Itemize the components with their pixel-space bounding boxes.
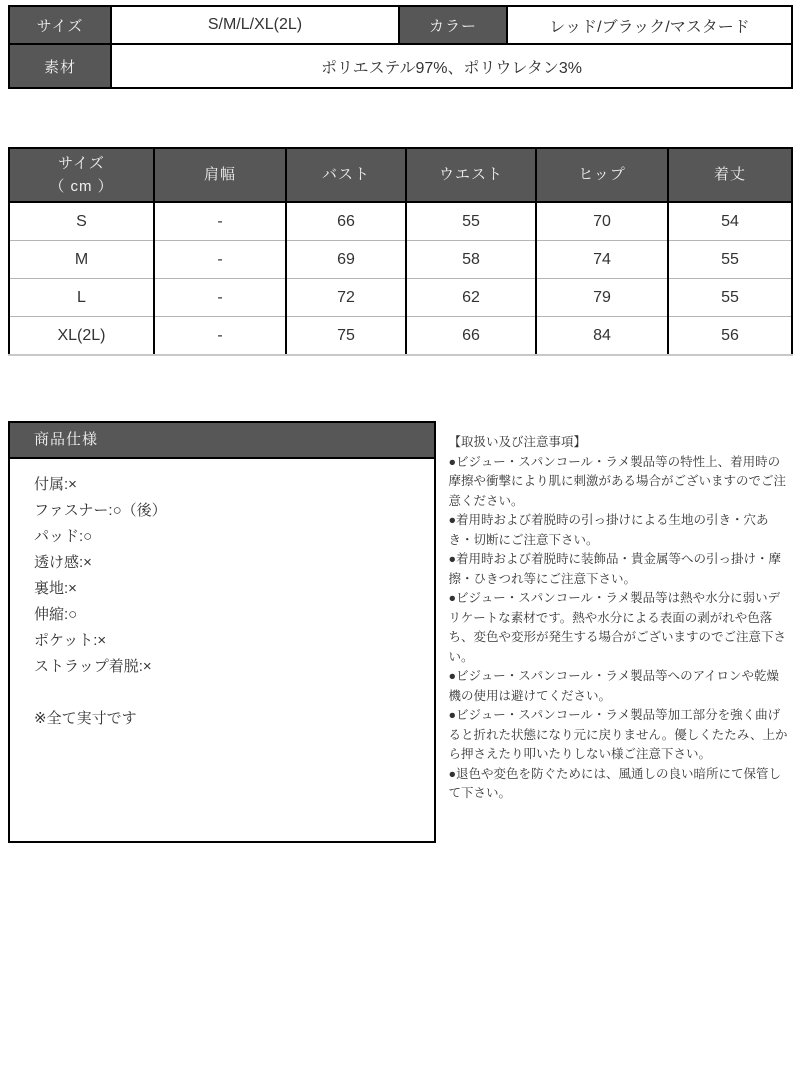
row-s-length: 54 [668,202,792,241]
handling-notes [448,421,791,804]
table-row-l [9,279,792,317]
row-m-hip: 74 [536,241,668,279]
note-item-bending: ●ビジュー・スパンコール・ラメ製品等加工部分を強く曲げると折れた状態になり元に戻りません。優しくたたみ、上から押さえたり叩いたりしない様ご注意下さい。 [448,708,788,761]
table-row-s [9,202,792,241]
row-xl-label: XL(2L) [9,317,154,356]
row-s-shoulder: - [154,202,286,241]
spec-item-pocket: ポケット:× [34,632,107,649]
product-spec-list [10,459,434,732]
spec-item-lining: 裏地:× [34,580,77,597]
color-label-cell: カラー [399,6,507,44]
row-xl-hip: 84 [536,317,668,356]
note-item-iron-dryer: ●ビジュー・スパンコール・ラメ製品等へのアイロンや乾燥機の使用は避けてください。 [448,669,780,703]
row-xl-length: 56 [668,317,792,356]
row-m-length: 55 [668,241,792,279]
row-m-shoulder: - [154,241,286,279]
row-s-waist: 55 [406,202,536,241]
row-m-label: M [9,241,154,279]
bottom-section [8,421,791,843]
row-xl-shoulder: - [154,317,286,356]
row-l-length: 55 [668,279,792,317]
spec-item-strap: ストラップ着脱:× [34,658,152,675]
material-value-cell: ポリエステル97%、ポリウレタン3% [111,44,792,88]
spec-item-stretch: 伸縮:○ [34,606,78,623]
table-row-xl [9,317,792,356]
row-s-bust: 66 [286,202,406,241]
note-item-snag-fabric: ●着用時および着脱時の引っ掛けによる生地の引き・穴あき・切断にご注意下さい。 [448,513,769,547]
header-size-line1: サイズ [58,154,105,172]
row-xl-bust: 75 [286,317,406,356]
note-item-storage: ●退色や変色を防ぐためには、風通しの良い暗所にて保管して下さい。 [448,766,782,800]
spec-item-fastener: ファスナー:○（後） [34,502,167,519]
header-shoulder: 肩幅 [154,148,286,202]
summary-table [8,5,793,89]
measurements-header-row [9,148,792,202]
row-m-waist: 58 [406,241,536,279]
row-l-waist: 62 [406,279,536,317]
header-hip: ヒップ [536,148,668,202]
table-row-m [9,241,792,279]
note-item-heat-moisture: ●ビジュー・スパンコール・ラメ製品等は熱や水分に弱いデリケートな素材です。熱や水分による表面の剥がれや色落ち、変色や変形が発生する場合がございますのでご注意下さい。 [448,591,786,664]
header-bust: バスト [286,148,406,202]
row-l-hip: 79 [536,279,668,317]
measurements-table [8,147,793,356]
spec-item-pad: パッド:○ [34,528,93,545]
row-l-label: L [9,279,154,317]
note-item-snag-jewelry: ●着用時および着脱時に装飾品・貴金属等への引っ掛け・摩擦・ひきつれ等にご注意下さい。 [448,552,782,586]
handling-notes-title: 【取扱い及び注意事項】 [448,435,586,449]
header-length: 着丈 [668,148,792,202]
row-s-label: S [9,202,154,241]
header-size-line2: （ cm ） [49,178,114,195]
spec-item-accessory: 付属:× [34,476,77,493]
size-value-cell: S/M/L/XL(2L) [111,6,399,44]
color-value-cell: レッド/ブラック/マスタード [507,6,792,44]
actual-measurement-note: ※全て実寸です [34,710,137,727]
row-l-bust: 72 [286,279,406,317]
header-size-cm [9,148,154,202]
spec-item-sheerness: 透け感:× [34,554,92,571]
row-xl-waist: 66 [406,317,536,356]
header-waist: ウエスト [406,148,536,202]
product-spec-box [8,421,436,843]
material-label-cell: 素材 [9,44,111,88]
size-label-cell: サイズ [9,6,111,44]
row-l-shoulder: - [154,279,286,317]
row-s-hip: 70 [536,202,668,241]
product-spec-title: 商品仕様 [10,423,434,459]
note-item-friction: ●ビジュー・スパンコール・ラメ製品等の特性上、着用時の摩擦や衝撃により肌に刺激がある場合がございますのでご注意ください。 [448,454,786,508]
row-m-bust: 69 [286,241,406,279]
